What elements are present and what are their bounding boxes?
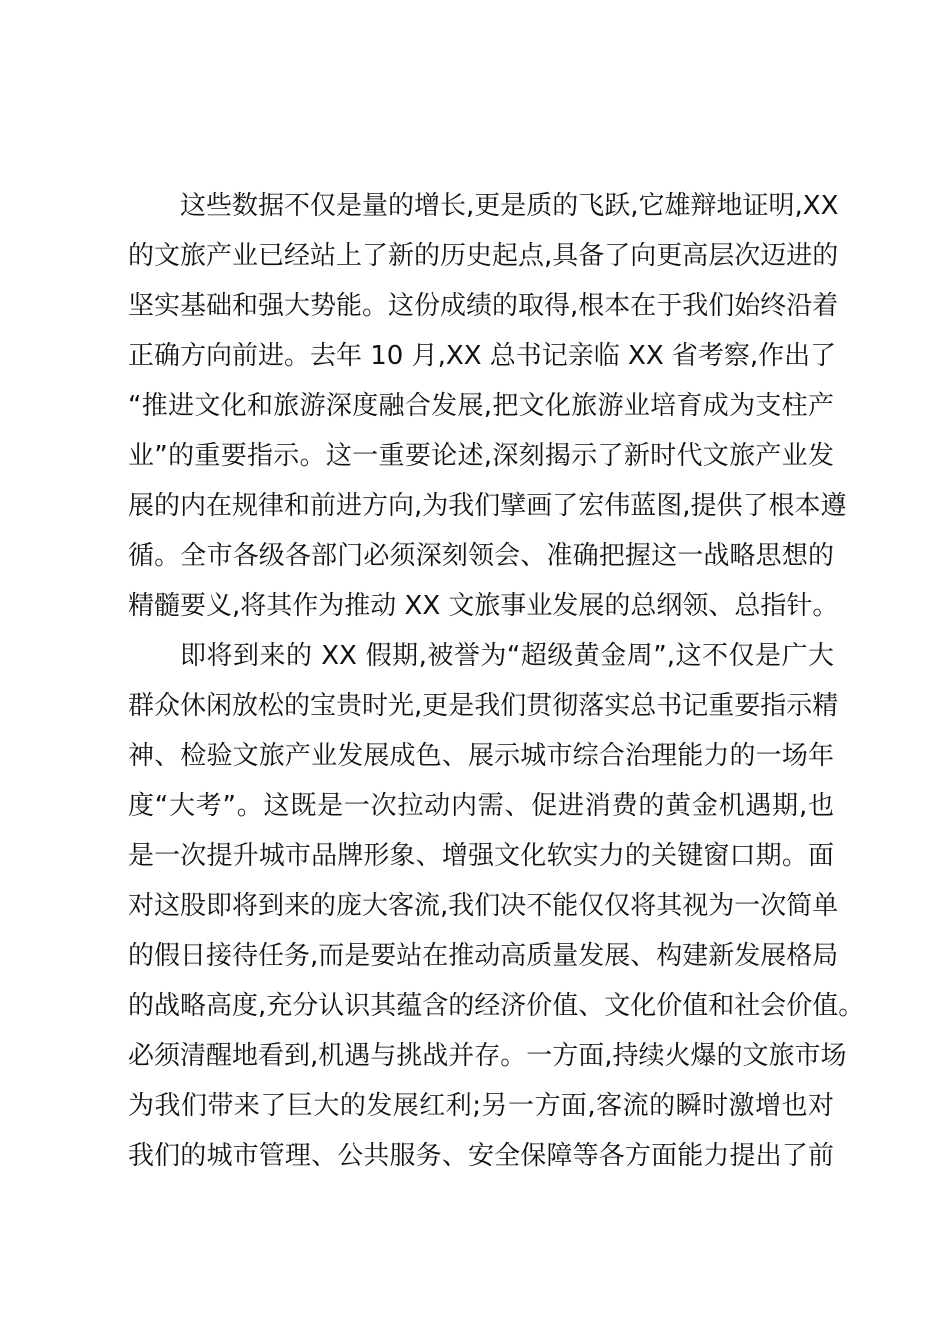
paragraph-1-line-9: 精髓要义,将其作为推动 XX 文旅事业发展的总纲领、总指针。 (128, 591, 839, 621)
paragraph-2-line-7: 的假日接待任务,而是要站在推动高质量发展、构建新发展格局 (128, 941, 839, 971)
paragraph-2-line-8: 的战略高度,充分认识其蕴含的经济价值、文化价值和社会价值。 (128, 991, 865, 1021)
paragraph-2-line-9: 必须清醒地看到,机遇与挑战并存。一方面,持续火爆的文旅市场 (128, 1041, 847, 1071)
paragraph-2-line-3: 神、检验文旅产业发展成色、展示城市综合治理能力的一场年 (128, 741, 834, 771)
paragraph-1-line-4: 正确方向前进。去年 10 月,XX 总书记亲临 XX 省考察,作出了 (128, 341, 837, 371)
paragraph-2-line-6: 对这股即将到来的庞大客流,我们决不能仅仅将其视为一次简单 (128, 891, 839, 921)
paragraph-1-line-8: 循。全市各级各部门必须深刻领会、准确把握这一战略思想的 (128, 541, 834, 571)
paragraph-1-line-3: 坚实基础和强大势能。这份成绩的取得,根本在于我们始终沿着 (128, 291, 839, 321)
paragraph-1-line-7: 展的内在规律和前进方向,为我们擘画了宏伟蓝图,提供了根本遵 (128, 491, 847, 521)
paragraph-2-line-11: 我们的城市管理、公共服务、安全保障等各方面能力提出了前 (128, 1141, 834, 1171)
paragraph-1-line-1: 这些数据不仅是量的增长,更是质的飞跃,它雄辩地证明,XX (180, 191, 839, 221)
paragraph-1-line-6: 业”的重要指示。这一重要论述,深刻揭示了新时代文旅产业发 (128, 441, 834, 471)
paragraph-2-line-10: 为我们带来了巨大的发展红利;另一方面,客流的瞬时激增也对 (128, 1091, 834, 1121)
paragraph-2-line-5: 是一次提升城市品牌形象、增强文化软实力的关键窗口期。面 (128, 841, 834, 871)
paragraph-2-line-2: 群众休闲放松的宝贵时光,更是我们贯彻落实总书记重要指示精 (128, 691, 839, 721)
paragraph-2-line-4: 度“大考”。这既是一次拉动内需、促进消费的黄金机遇期,也 (128, 791, 834, 821)
paragraph-2-line-1: 即将到来的 XX 假期,被誉为“超级黄金周”,这不仅是广大 (180, 641, 834, 671)
paragraph-1-line-5: “推进文化和旅游深度融合发展,把文化旅游业培育成为支柱产 (128, 391, 834, 421)
paragraph-1-line-2: 的文旅产业已经站上了新的历史起点,具备了向更高层次迈进的 (128, 241, 839, 271)
